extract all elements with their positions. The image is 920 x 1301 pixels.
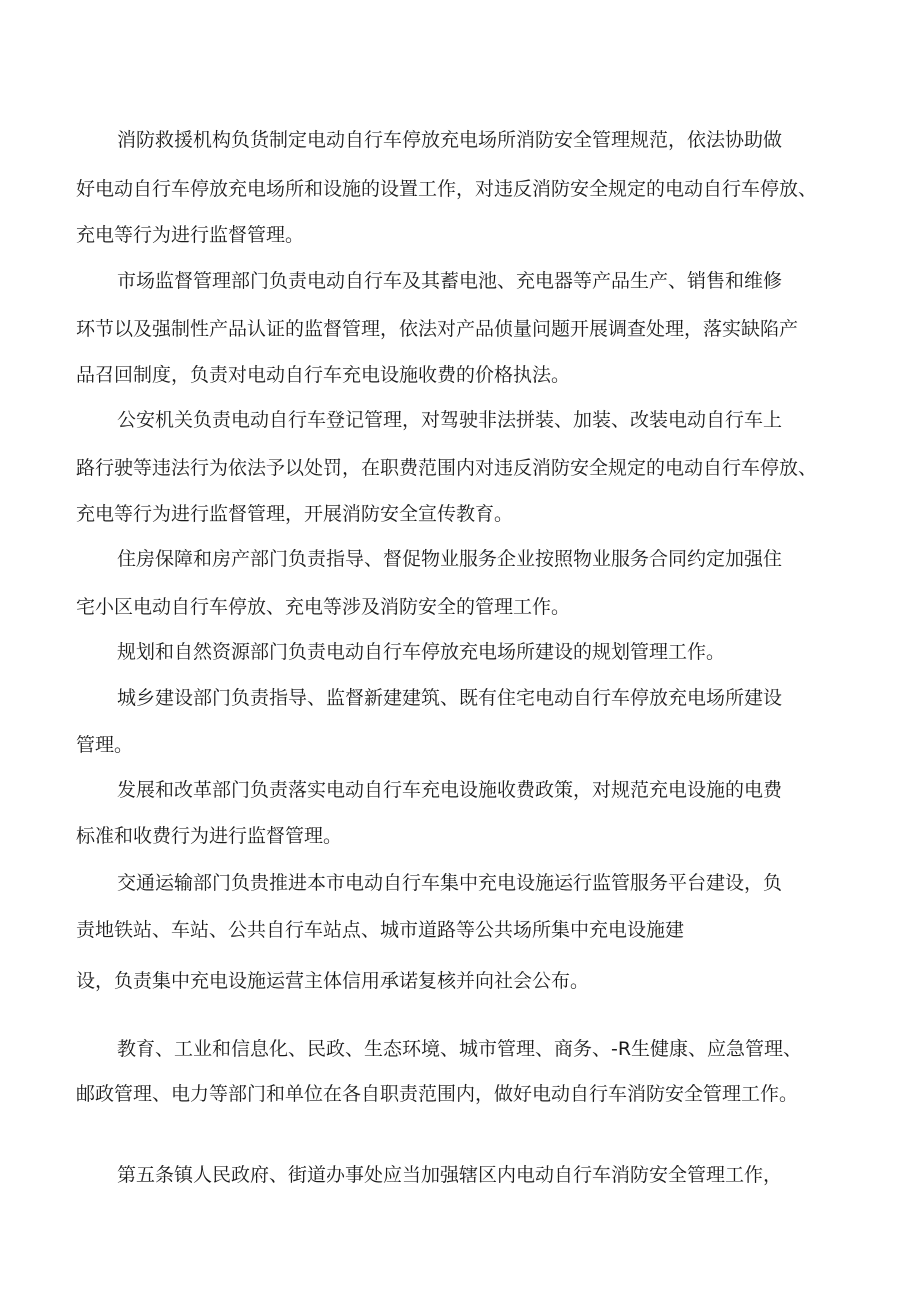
paragraph-line: 好电动自行车停放充电场所和设施的设置工作，对违反消防安全规定的电动自行车停放、	[76, 178, 818, 200]
paragraph-line: 市场监督管理部门负责电动自行车及其蓄电池、充电器等产品生产、销售和维修	[117, 270, 783, 292]
paragraph-line: 规划和自然资源部门负责电动自行车停放充电场所建设的规划管理工作。	[117, 641, 726, 663]
paragraph-line: 宅小区电动自行车停放、充电等涉及消防安全的管理工作。	[76, 596, 571, 618]
paragraph-line: 路行驶等违法行为依法予以处罚，在职费范围内对违反消防安全规定的电动自行车停放、	[76, 457, 818, 479]
paragraph-line: 标准和收费行为进行监督管理。	[76, 825, 343, 847]
paragraph-line: 城乡建设部门负责指导、监督新建建筑、既有住宅电动自行车停放充电场所建设	[117, 687, 783, 709]
paragraph-line: 住房保障和房产部门负责指导、督促物业服务企业按照物业服务合同约定加强住	[117, 548, 783, 570]
paragraph-line: 消防救援机构负货制定电动自行车停放充电场所消防安全管理规范，依法协助做	[117, 129, 783, 151]
paragraph-line: 发展和改革部门负责落实电动自行车充电设施收费政策，对规范充电设施的电费	[117, 779, 783, 801]
paragraph-line: 充电等行为进行监督管理，开展消防安全宣传教育。	[76, 503, 514, 525]
paragraph-line: 责地铁站、车站、公共自行车站点、城市道路等公共场所集中充电设施建	[76, 919, 685, 941]
paragraph-line: 邮政管理、电力等部门和单位在各自职责范围内，做好电动自行车消防安全管理工作。	[76, 1083, 799, 1105]
paragraph-line: 教育、工业和信息化、民政、生态环境、城市管理、商务、-R生健康、应急管理、	[117, 1038, 803, 1060]
paragraph-line: 环节以及强制性产品认证的监督管理，依法对产品侦量问题开展调查处理，落实缺陷产	[76, 318, 799, 340]
paragraph-line: 设，负责集中充电设施运营主体信用承诺复核并向社会公布。	[76, 970, 590, 992]
paragraph-line: 第五条镇人民政府、街道办事处应当加强辖区内电动自行车消防安全管理工作，	[117, 1164, 783, 1186]
paragraph-line: 管理。	[76, 734, 134, 756]
paragraph-line: 公安机关负责电动自行车登记管理，对驾驶非法拼装、加装、改装电动自行车上	[117, 409, 783, 431]
paragraph-line: 交通运输部门负贵推进本市电动自行车集中充电设施运行监管服务平台建设，负	[117, 872, 783, 894]
paragraph-line: 品召回制度，负责对电动自行车充电设施收费的价格执法。	[76, 364, 571, 386]
paragraph-line: 充电等行为进行监督管理。	[76, 224, 305, 246]
